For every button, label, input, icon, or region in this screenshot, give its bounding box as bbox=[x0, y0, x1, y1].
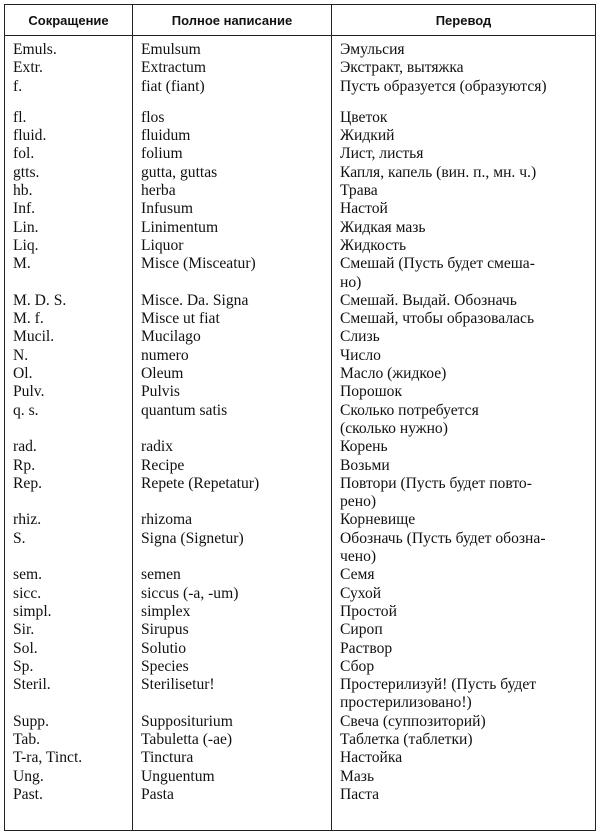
header-abbreviation: Сокращение bbox=[5, 5, 133, 36]
abbreviation-cell: sicc. bbox=[13, 584, 42, 602]
abbreviation-cell: T-ra, Tinct. bbox=[13, 749, 83, 767]
full-spelling-cell: Recipe bbox=[141, 456, 185, 474]
abbreviation-cell: fluid. bbox=[13, 127, 47, 145]
full-spelling-cell: Unguentum bbox=[141, 767, 215, 785]
full-spelling-cell: semen bbox=[141, 566, 181, 584]
abbreviation-cell: N. bbox=[13, 346, 29, 364]
abbreviation-cell: fol. bbox=[13, 145, 35, 163]
full-spelling-cell: Tabuletta (-ae) bbox=[141, 730, 233, 748]
full-spelling-cell: Infusum bbox=[141, 200, 193, 218]
translation-cell: Корень bbox=[340, 438, 388, 456]
abbreviation-cell: Sir. bbox=[13, 621, 35, 639]
header-full-spelling: Полное написание bbox=[133, 5, 332, 36]
header-row bbox=[5, 5, 596, 36]
abbreviation-cell: Liq. bbox=[13, 236, 39, 254]
abbreviation-cell: S. bbox=[13, 529, 26, 547]
full-spelling-cell: quantum satis bbox=[141, 401, 228, 419]
translation-cell: Жидкость bbox=[340, 236, 407, 254]
full-spelling-cell: gutta, guttas bbox=[141, 163, 218, 181]
translation-cell: Цветок bbox=[340, 108, 388, 126]
full-spelling-cell: Suppositurium bbox=[141, 712, 233, 730]
full-spelling-cell: Misce (Misceatur) bbox=[141, 255, 256, 273]
translation-cell: Настойка bbox=[340, 749, 403, 767]
translation-cell: Порошок bbox=[340, 383, 403, 401]
abbreviation-cell: rad. bbox=[13, 438, 37, 456]
abbreviation-cell: M. bbox=[13, 255, 31, 273]
abbreviation-cell: hb. bbox=[13, 182, 33, 200]
abbreviation-cell: fl. bbox=[13, 108, 27, 126]
full-spelling-cell: Extractum bbox=[141, 59, 206, 77]
abbreviation-table-container bbox=[4, 4, 595, 831]
header-translation: Перевод bbox=[332, 5, 596, 36]
translation-cell: Эмульсия bbox=[340, 41, 405, 58]
full-spelling-cell: numero bbox=[141, 346, 189, 364]
abbreviation-cell: Rep. bbox=[13, 474, 43, 492]
abbreviation-cell: Past. bbox=[13, 785, 43, 803]
translation-cell: Настой bbox=[340, 200, 388, 218]
abbreviation-cell: Inf. bbox=[13, 200, 36, 218]
full-spelling-cell: fluidum bbox=[141, 127, 191, 145]
abbreviation-cell: q. s. bbox=[13, 401, 39, 419]
abbreviation-cell: sem. bbox=[13, 566, 43, 584]
abbreviation-table bbox=[4, 4, 596, 831]
abbreviation-column bbox=[5, 36, 133, 831]
abbreviation-cell: Ol. bbox=[13, 365, 33, 383]
translation-cell: Мазь bbox=[340, 767, 375, 785]
full-spelling-cell: Solutio bbox=[141, 639, 187, 657]
abbreviation-cell: Lin. bbox=[13, 218, 39, 236]
full-spelling-cell: folium bbox=[141, 145, 183, 163]
translation-cell: Трава bbox=[340, 182, 378, 200]
abbreviation-cell: rhiz. bbox=[13, 511, 42, 529]
abbreviation-cell: Ung. bbox=[13, 767, 44, 785]
translation-cell: Сбор bbox=[340, 657, 375, 675]
translation-cell: Смешай (Пусть будет смеша- но) bbox=[340, 255, 535, 291]
abbreviation-cell: Sol. bbox=[13, 639, 38, 657]
full-spelling-cell: Oleum bbox=[141, 365, 184, 383]
full-spelling-cell: siccus (-a, -um) bbox=[141, 584, 239, 602]
translation-cell: Лист, листья bbox=[340, 145, 424, 163]
translation-cell: Свеча (суппозиторий) bbox=[340, 712, 486, 730]
abbreviation-cell: Mucil. bbox=[13, 328, 55, 346]
translation-cell: Экстракт, вытяжка bbox=[340, 59, 464, 77]
translation-cell: Сколько потребуется (сколько нужно) bbox=[340, 401, 479, 437]
translation-column bbox=[332, 36, 596, 831]
full-spelling-cell: radix bbox=[141, 438, 174, 456]
translation-cell: Простой bbox=[340, 602, 397, 620]
translation-cell: Масло (жидкое) bbox=[340, 365, 447, 383]
full-spelling-cell: Sirupus bbox=[141, 621, 189, 639]
full-spelling-cell: Misce. Da. Signa bbox=[141, 291, 249, 309]
translation-cell: Число bbox=[340, 346, 381, 364]
abbreviation-cell: Steril. bbox=[13, 676, 51, 694]
full-spelling-cell: herba bbox=[141, 182, 176, 200]
full-spelling-cell: Mucilago bbox=[141, 328, 201, 346]
translation-cell: Паста bbox=[340, 785, 380, 803]
translation-cell: Слизь bbox=[340, 328, 380, 346]
translation-cell: Раствор bbox=[340, 639, 393, 657]
body-row bbox=[5, 36, 596, 831]
translation-cell: Смешай, чтобы образовалась bbox=[340, 310, 535, 328]
translation-cell: Пусть образуется (образуются) bbox=[340, 77, 547, 95]
abbreviation-cell: Sp. bbox=[13, 657, 34, 675]
full-spelling-cell: Signa (Signetur) bbox=[141, 529, 244, 547]
translation-cell: Жидкий bbox=[340, 127, 395, 145]
full-spelling-cell: Misce ut fiat bbox=[141, 310, 220, 328]
abbreviation-cell: Rp. bbox=[13, 456, 36, 474]
translation-cell: Простерилизуй! (Пусть будет простерилизовано!) bbox=[340, 676, 537, 712]
translation-cell: Смешай. Выдай. Обозначь bbox=[340, 291, 517, 309]
abbreviation-cell: simpl. bbox=[13, 602, 52, 620]
abbreviation-cell: f. bbox=[13, 77, 23, 95]
translation-cell: Семя bbox=[340, 566, 375, 584]
full-spelling-cell: flos bbox=[141, 108, 165, 126]
full-spelling-cell: Linimentum bbox=[141, 218, 219, 236]
full-spelling-cell: Sterilisetur! bbox=[141, 676, 215, 694]
translation-cell: Сухой bbox=[340, 584, 382, 602]
translation-cell: Таблетка (таблетки) bbox=[340, 730, 473, 748]
full-spelling-cell: Pulvis bbox=[141, 383, 180, 401]
full-spelling-cell: Liquor bbox=[141, 236, 184, 254]
full-spelling-cell: Species bbox=[141, 657, 189, 675]
translation-cell: Возьми bbox=[340, 456, 390, 474]
translation-cell: Повтори (Пусть будет повто- рено) bbox=[340, 474, 532, 511]
full-spelling-cell: Repete (Repetatur) bbox=[141, 474, 260, 492]
abbreviation-cell: Pulv. bbox=[13, 383, 45, 401]
abbreviation-cell: Extr. bbox=[13, 59, 43, 77]
full-spelling-cell: rhizoma bbox=[141, 511, 193, 529]
abbreviation-cell: Emuls. bbox=[13, 41, 57, 58]
translation-cell: Капля, капель (вин. п., мн. ч.) bbox=[340, 163, 537, 181]
translation-cell: Сироп bbox=[340, 621, 383, 639]
abbreviation-cell: gtts. bbox=[13, 163, 40, 181]
abbreviation-cell: M. f. bbox=[13, 310, 44, 328]
translation-cell: Жидкая мазь bbox=[340, 218, 426, 236]
abbreviation-cell: M. D. S. bbox=[13, 291, 67, 309]
full-spelling-cell: Pasta bbox=[141, 785, 174, 803]
translation-cell: Корневище bbox=[340, 511, 416, 529]
full-spelling-cell: simplex bbox=[141, 602, 191, 620]
full-spelling-column bbox=[133, 36, 332, 831]
full-spelling-cell: fiat (fiant) bbox=[141, 77, 205, 95]
abbreviation-cell: Tab. bbox=[13, 730, 41, 748]
full-spelling-cell: Emulsum bbox=[141, 41, 201, 58]
abbreviation-cell: Supp. bbox=[13, 712, 49, 730]
full-spelling-cell: Tinctura bbox=[141, 749, 194, 767]
translation-cell: Обозначь (Пусть будет обозна- чено) bbox=[340, 529, 546, 566]
